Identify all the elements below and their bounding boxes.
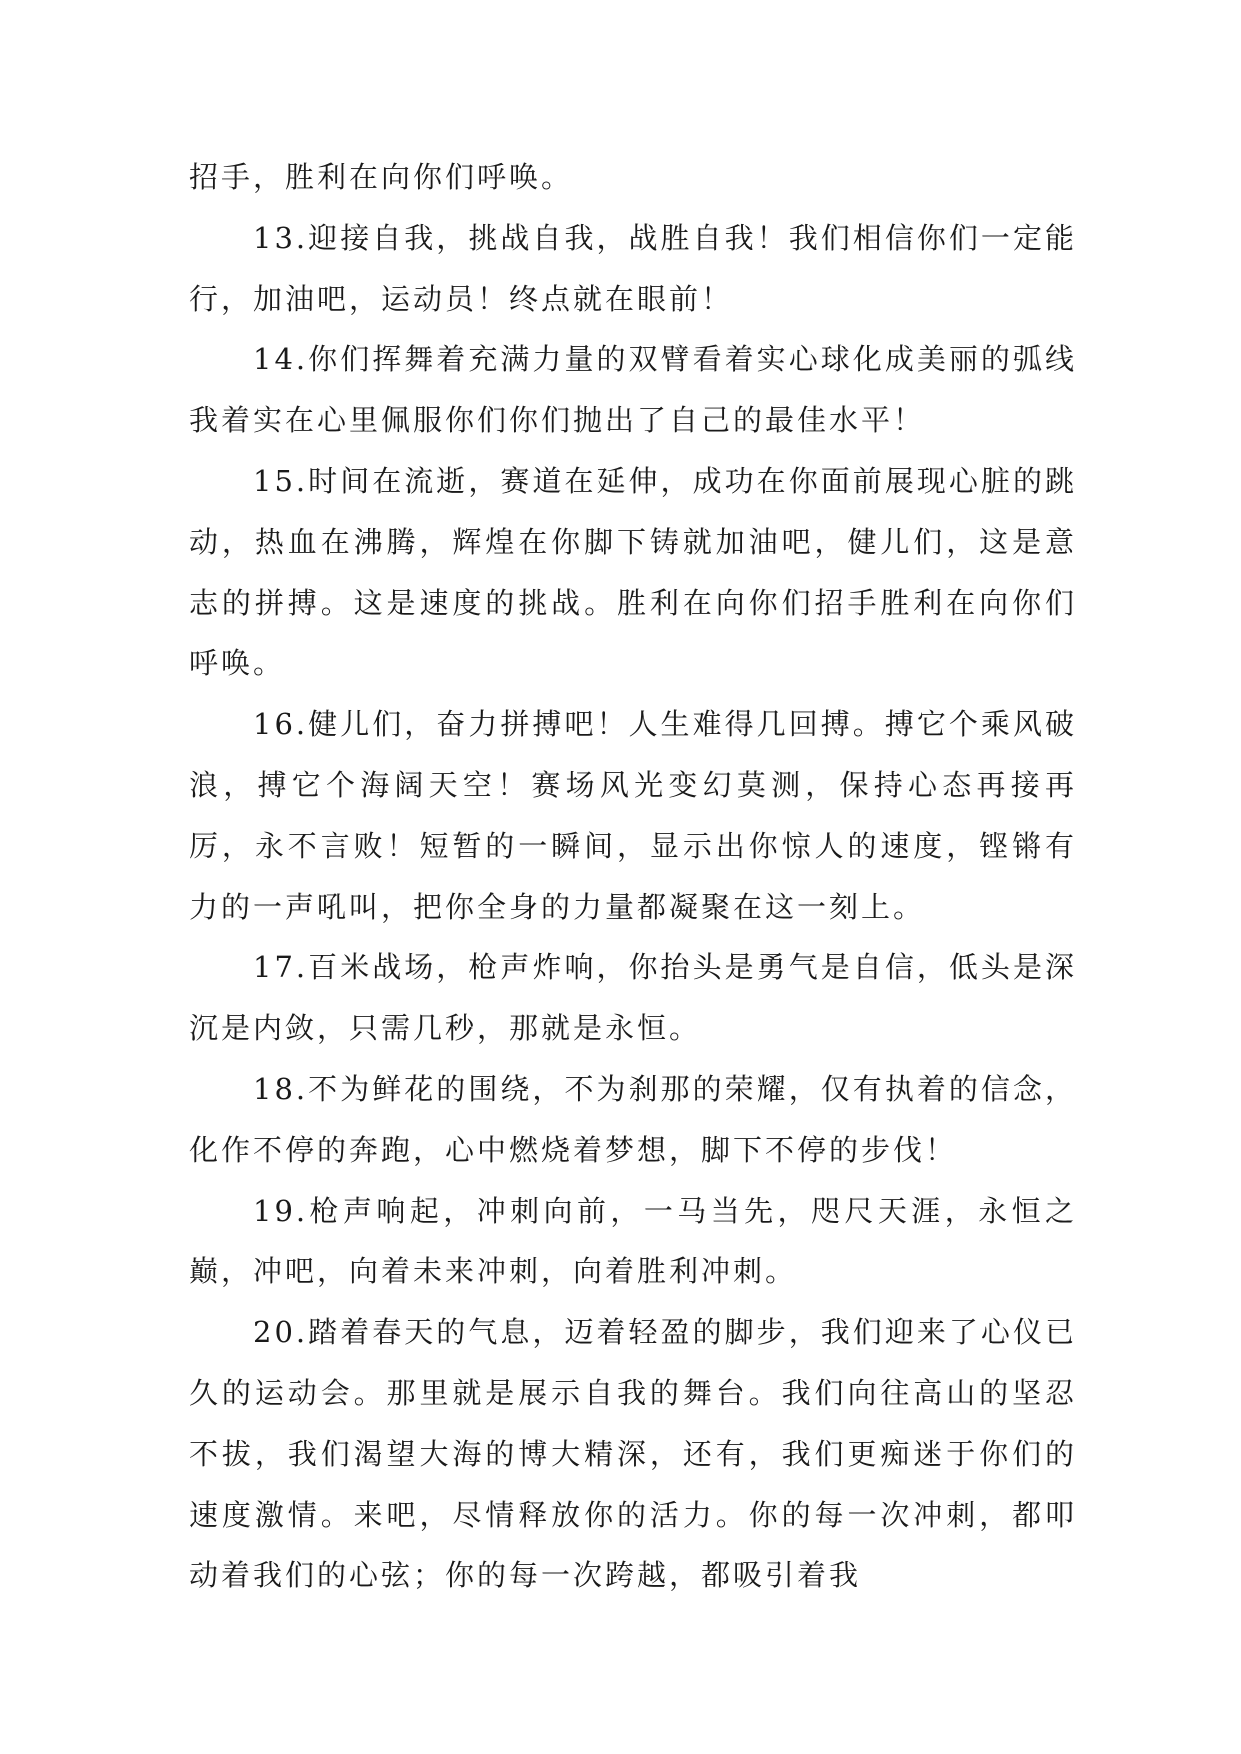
document-body — [189, 147, 1077, 1606]
paragraph-item-17: 17.百米战场，枪声炸响，你抬头是勇气是自信，低头是深沉是内敛，只需几秒，那就是永恒。 — [189, 950, 1077, 1046]
paragraph-item-15: 15.时间在流逝，赛道在延伸，成功在你面前展现心脏的跳动，热血在沸腾，辉煌在你脚下铸就加油吧，健儿们，这是意志的拼搏。这是速度的挑战。胜利在向你们招手胜利在向你们呼唤。 — [189, 463, 1077, 681]
paragraph-item-18: 18.不为鲜花的围绕，不为刹那的荣耀，仅有执着的信念，化作不停的奔跑，心中燃烧着梦想，脚下不停的步伐！ — [189, 1071, 1077, 1167]
paragraph-continuation: 招手，胜利在向你们呼唤。 — [189, 160, 574, 194]
paragraph-item-14: 14.你们挥舞着充满力量的双臂看着实心球化成美丽的弧线我着实在心里佩服你们你们抛出了自己的最佳水平！ — [189, 342, 1077, 438]
paragraph-item-16: 16.健儿们，奋力拼搏吧！人生难得几回搏。搏它个乘风破浪，搏它个海阔天空！赛场风光变幻莫测，保持心态再接再厉，永不言败！短暂的一瞬间，显示出你惊人的速度，铿锵有力的一声吼叫，把你全身的力量都凝聚在这一刻上。 — [189, 707, 1077, 924]
paragraph-item-20: 20.踏着春天的气息，迈着轻盈的脚步，我们迎来了心仪已久的运动会。那里就是展示自我的舞台。我们向往高山的坚忍不拔，我们渴望大海的博大精深，还有，我们更痴迷于你们的速度激情。来吧，尽情释放你的活力。你的每一次冲刺，都叩动着我们的心弦；你的每一次跨越，都吸引着我 — [189, 1315, 1077, 1593]
paragraph-item-19: 19.枪声响起，冲刺向前，一马当先，咫尺天涯，永恒之巅，冲吧，向着未来冲刺，向着胜利冲刺。 — [189, 1193, 1077, 1289]
paragraph-item-13: 13.迎接自我，挑战自我，战胜自我！我们相信你们一定能行，加油吧，运动员！终点就在眼前！ — [189, 220, 1077, 316]
